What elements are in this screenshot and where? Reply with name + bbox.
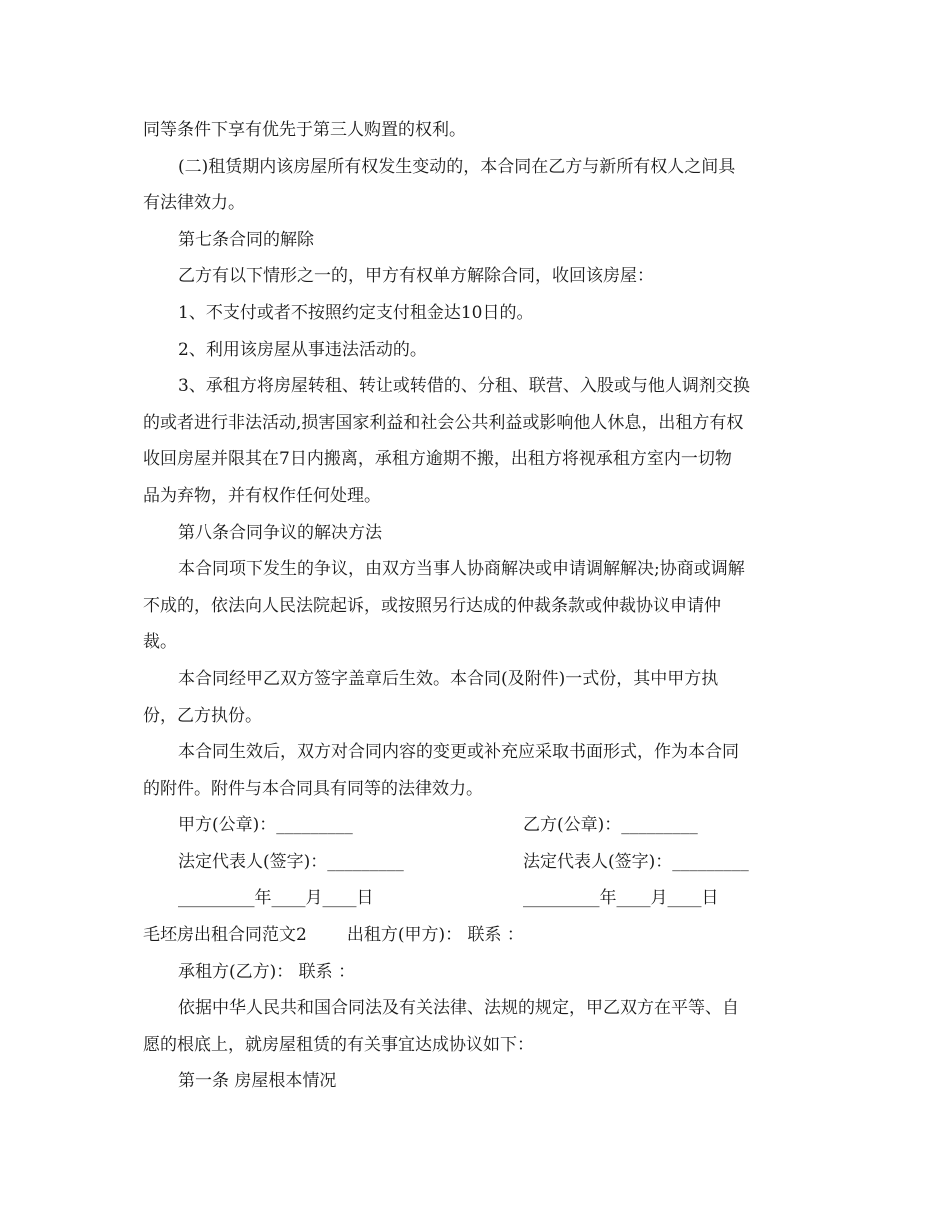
text-line: 同等条件下享有优先于第三人购置的权利。 [143,120,466,140]
section-heading-article-1 [143,1063,808,1100]
text-line: 1、不支付或者不按照约定支付租金达10日的。 [178,302,534,323]
list-item-3 [143,368,808,514]
party-b-seal-field: 乙方(公章)：_________ [523,815,698,836]
signature-row-seal [143,807,808,844]
signature-row-representative [143,844,808,881]
party-b-representative-field: 法定代表人(签字)：_________ [523,851,749,872]
text-line: 不成的，依法向人民法院起诉，或按照另行达成的仲裁条款或仲裁协议申请仲 [143,595,721,616]
text-line: 第一条 房屋根本情况 [178,1071,337,1092]
list-item-2 [143,332,808,369]
signature-row-date [143,880,808,917]
paragraph-top-9 [143,661,808,734]
text-line: 的附件。附件与本合同具有同等的法律效力。 [143,778,483,799]
party-b-date-field: _________年____月____日 [523,888,719,909]
text-line: 本合同项下发生的争议，由双方当事人协商解决或申请调解解决;协商或调解 [178,559,745,580]
paragraph-top-8 [143,551,808,661]
text-line: 3、承租方将房屋转租、转让或转借的、分租、联营、入股或与他人调剂交换 [178,376,750,397]
contract2-heading-line [143,917,808,954]
text-line: 的或者进行非法活动,损害国家利益和社会公共利益或影响他人休息，出租方有权 [143,412,744,433]
paragraph-bottom-0 [143,954,808,991]
text-line: 第七条合同的解除 [178,229,314,250]
paragraph-bottom-1 [143,990,808,1063]
text-line: 承租方(乙方)： 联系 ： [178,961,356,982]
signature-block [143,807,808,917]
text-line: 有法律效力。 [143,193,245,214]
text-line: (二)租赁期内该房屋所有权发生变动的，本合同在乙方与新所有权人之间具 [178,156,736,177]
text-line: 依据中华人民共和国合同法及有关法律、法规的规定，甲乙双方在平等、自 [178,998,739,1019]
document-page [143,112,808,1100]
text-line: 裁。 [143,632,177,653]
text-line: 2、利用该房屋从事违法活动的。 [178,339,427,360]
section-heading-article-8 [143,515,808,552]
paragraph-top-10 [143,734,808,807]
text-line: 本合同生效后，双方对合同内容的变更或补充应采取书面形式，作为本合同 [178,742,739,763]
party-a-date-field: _________年____月____日 [178,888,374,909]
paragraph-top-1 [143,149,808,222]
paragraph-top-0 [143,112,808,149]
text-line: 收回房屋并限其在7日内搬离，承租方逾期不搬，出租方将视承租方室内一切物 [143,449,732,470]
text-line: 愿的根底上，就房屋租赁的有关事宜达成协议如下： [143,1034,534,1055]
text-line: 乙方有以下情形之一的，甲方有权单方解除合同，收回该房屋： [178,266,654,287]
paragraph-top-3 [143,258,808,295]
text-line: 品为弃物，并有权作任何处理。 [143,485,381,506]
contract2-title: 毛坯房出租合同范文2 [143,925,307,946]
text-line: 份，乙方执份。 [143,705,262,726]
party-a-representative-field: 法定代表人(签字)：_________ [178,851,404,872]
contract2-lessor: 出租方(甲方)： 联系 ： [346,925,524,946]
text-line: 本合同经甲乙双方签字盖章后生效。本合同(及附件)一式份，其中甲方执 [178,668,719,689]
section-heading-article-7 [143,222,808,259]
text-line: 第八条合同争议的解决方法 [178,522,382,543]
party-a-seal-field: 甲方(公章)：_________ [178,815,353,836]
list-item-1 [143,295,808,332]
